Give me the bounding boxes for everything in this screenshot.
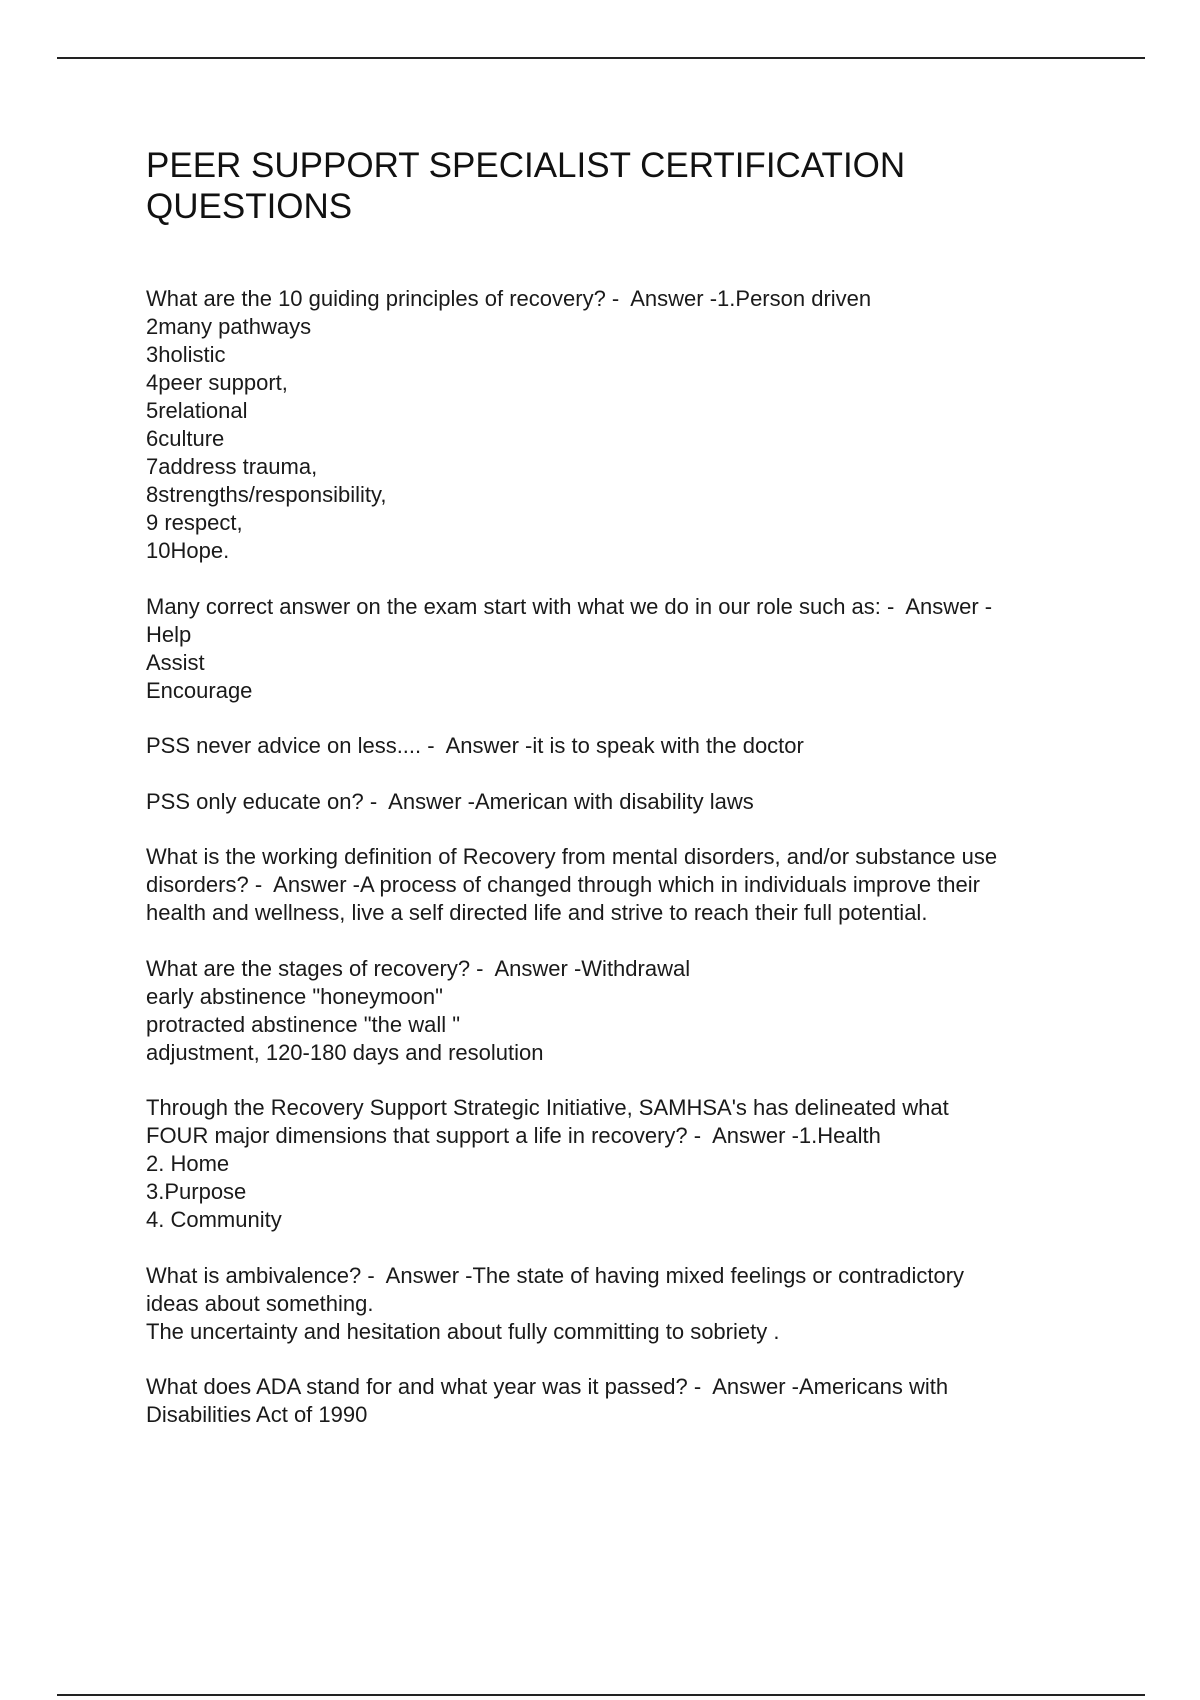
answer-line: adjustment, 120-180 days and resolution xyxy=(146,1039,544,1065)
answer-line: 3.Purpose xyxy=(146,1179,247,1204)
qa-item xyxy=(146,285,1096,565)
answer-line: Encourage xyxy=(146,677,253,703)
qa-item xyxy=(146,788,1096,816)
answer-line: Assist xyxy=(146,649,205,675)
answer-line: protracted abstinence "the wall " xyxy=(146,1011,461,1037)
answer-line: The uncertainty and hesitation about fully committing to sobriety . xyxy=(146,1318,780,1344)
question-line: PSS only educate on? - Answer -American with disability laws xyxy=(146,788,754,814)
answer-line: FOUR major dimensions that support a life in recovery? - Answer -1.Health xyxy=(146,1123,881,1148)
answer-line: 5relational xyxy=(146,398,248,423)
question-line: What does ADA stand for and what year was it passed? - Answer -Americans with xyxy=(146,1374,949,1399)
document-title xyxy=(146,145,1096,227)
document-body xyxy=(146,145,1096,1457)
question-line: What are the 10 guiding principles of recovery? - Answer -1.Person driven xyxy=(146,286,872,311)
answer-line: 4. Community xyxy=(146,1207,282,1232)
qa-item xyxy=(146,1094,1096,1234)
answer-line: Help xyxy=(146,621,192,647)
answer-line: Disabilities Act of 1990 xyxy=(146,1402,368,1427)
qa-item xyxy=(146,593,1096,705)
question-line: What are the stages of recovery? - Answer -Withdrawal xyxy=(146,955,691,981)
question-line: Many correct answer on the exam start with what we do in our role such as: - Answer - xyxy=(146,593,993,619)
answer-line: 7address trauma, xyxy=(146,454,318,479)
answer-line: 3holistic xyxy=(146,342,226,367)
qa-item xyxy=(146,1373,1096,1429)
answer-line: 2many pathways xyxy=(146,314,312,339)
qa-item xyxy=(146,732,1096,760)
answer-line: 6culture xyxy=(146,426,225,451)
answer-line: disorders? - Answer -A process of changed through which in individuals improve their xyxy=(146,872,980,897)
answer-line: 8strengths/responsibility, xyxy=(146,482,387,507)
question-line: PSS never advice on less.... - Answer -it is to speak with the doctor xyxy=(146,733,804,758)
question-line: Through the Recovery Support Strategic Initiative, SAMHSA's has delineated what xyxy=(146,1095,949,1120)
top-divider xyxy=(57,57,1145,59)
answer-line: early abstinence "honeymoon" xyxy=(146,983,443,1009)
bottom-divider xyxy=(57,1694,1145,1696)
qa-item xyxy=(146,1262,1096,1346)
question-line: What is the working definition of Recovery from mental disorders, and/or substance use xyxy=(146,844,998,869)
qa-item xyxy=(146,843,1096,927)
answer-line: ideas about something. xyxy=(146,1290,374,1316)
qa-list xyxy=(146,285,1096,1429)
qa-item xyxy=(146,955,1096,1067)
question-line: What is ambivalence? - Answer -The state of having mixed feelings or contradictory xyxy=(146,1262,965,1288)
title-line-1: PEER SUPPORT SPECIALIST CERTIFICATION xyxy=(146,146,906,185)
answer-line: 9 respect, xyxy=(146,510,243,535)
answer-line: 4peer support, xyxy=(146,370,288,395)
title-line-2: QUESTIONS xyxy=(146,187,353,226)
answer-line: 10Hope. xyxy=(146,538,230,563)
answer-line: 2. Home xyxy=(146,1151,230,1176)
answer-line: health and wellness, live a self directed life and strive to reach their full potential. xyxy=(146,900,928,925)
